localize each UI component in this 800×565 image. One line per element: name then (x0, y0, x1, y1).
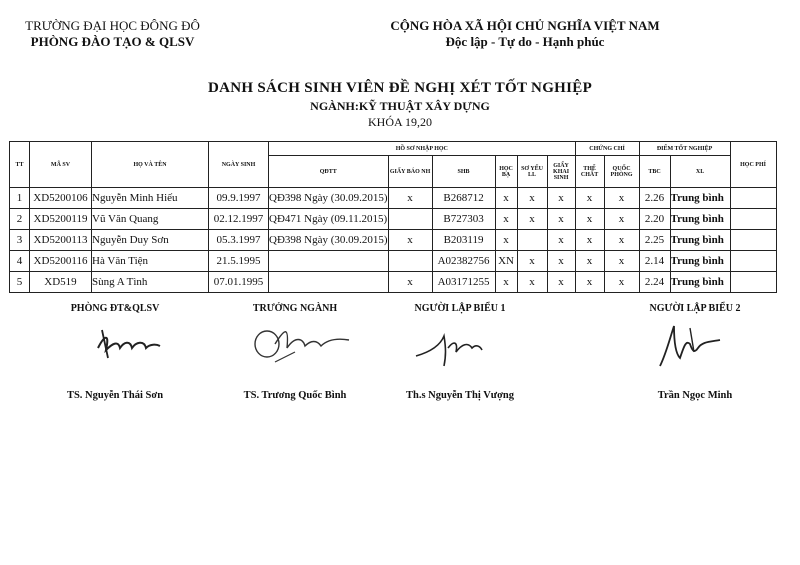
cell-masv: XD5200106 (30, 188, 92, 209)
col-ngaysinh: NGÀY SINH (209, 142, 269, 188)
signature-2 (245, 318, 355, 368)
col-masv: MÃ SV (30, 142, 92, 188)
cell-quocphong: x (604, 251, 639, 272)
col-quocphong: QUỐC PHÒNG (604, 156, 639, 188)
national-header (350, 18, 700, 50)
signer-name-2: TS. Trương Quốc Bình (243, 390, 347, 401)
cell-qdtt: QĐ398 Ngày (30.09.2015) (269, 230, 389, 251)
col-giaykhaisinh: GIẤY KHAI SINH (547, 156, 575, 188)
group-chungchi: CHỨNG CHỈ (575, 142, 639, 156)
col-hocphi: HỌC PHÍ (730, 142, 776, 188)
col-giaybao: GIẤY BÁO NH (388, 156, 432, 188)
major-line: NGÀNH:KỸ THUẬT XÂY DỰNG (310, 99, 490, 113)
cell-xl: Trung bình (670, 188, 730, 209)
cell-giaybao: x (388, 230, 432, 251)
signature-4 (650, 318, 730, 373)
table-row (10, 209, 777, 230)
cell-shb: A03171255 (432, 272, 495, 293)
signer-role-1: PHÒNG ĐT&QLSV (70, 303, 160, 314)
col-hocba: HỌC BẠ (495, 156, 517, 188)
cell-thechat: x (575, 230, 604, 251)
cell-tbc: 2.26 (639, 188, 670, 209)
cell-soyeu: x (517, 251, 547, 272)
cell-qdtt (269, 251, 389, 272)
cell-masv: XD5200119 (30, 209, 92, 230)
cell-tbc: 2.14 (639, 251, 670, 272)
cell-hoten: Hà Văn Tiện (92, 251, 209, 272)
col-soyeu: SƠ YẾU LL (517, 156, 547, 188)
cell-quocphong: x (604, 272, 639, 293)
cell-masv: XD5200113 (30, 230, 92, 251)
col-qdtt: QĐTT (269, 156, 389, 188)
cell-tbc: 2.25 (639, 230, 670, 251)
department-name: PHÒNG ĐÀO TẠO & QLSV (30, 34, 195, 49)
cell-hocphi (730, 251, 776, 272)
cell-masv: XD519 (30, 272, 92, 293)
cell-qdtt: QĐ398 Ngày (30.09.2015) (269, 188, 389, 209)
cell-hoten: Nguyễn Duy Sơn (92, 230, 209, 251)
cell-tt: 3 (10, 230, 30, 251)
cell-ngaysinh: 05.3.1997 (209, 230, 269, 251)
cell-soyeu: x (517, 188, 547, 209)
signer-name-4: Trần Ngọc Minh (657, 390, 733, 401)
cell-ngaysinh: 07.01.1995 (209, 272, 269, 293)
cell-ngaysinh: 21.5.1995 (209, 251, 269, 272)
cell-hoten: Vũ Văn Quang (92, 209, 209, 230)
cell-shb: B203119 (432, 230, 495, 251)
cell-thechat: x (575, 272, 604, 293)
col-tt: TT (10, 142, 30, 188)
cell-gks: x (547, 209, 575, 230)
university-name: TRƯỜNG ĐẠI HỌC ĐÔNG ĐÔ (25, 18, 200, 33)
table-row (10, 230, 777, 251)
cell-tt: 5 (10, 272, 30, 293)
cell-xl: Trung bình (670, 251, 730, 272)
cell-hocba: x (495, 188, 517, 209)
cell-tt: 1 (10, 188, 30, 209)
table-row (10, 251, 777, 272)
cell-shb: B268712 (432, 188, 495, 209)
cell-quocphong: x (604, 230, 639, 251)
group-hoso: HỒ SƠ NHẬP HỌC (269, 142, 576, 156)
cell-soyeu: x (517, 209, 547, 230)
table-row (10, 272, 777, 293)
cell-hocphi (730, 272, 776, 293)
cell-quocphong: x (604, 209, 639, 230)
col-shb: SHB (432, 156, 495, 188)
signer-role-4: NGƯỜI LẬP BIỂU 2 (649, 303, 741, 314)
signer-role-3: NGƯỜI LẬP BIỂU 1 (414, 303, 506, 314)
cell-giaybao (388, 209, 432, 230)
cell-soyeu (517, 230, 547, 251)
national-title: CỘNG HÒA XÃ HỘI CHỦ NGHĨA VIỆT NAM (390, 18, 660, 33)
cell-tbc: 2.20 (639, 209, 670, 230)
student-list-table (9, 141, 777, 293)
cell-shb: A02382756 (432, 251, 495, 272)
cell-xl: Trung bình (670, 272, 730, 293)
cell-hoten: Sùng A Tình (92, 272, 209, 293)
cell-gks: x (547, 272, 575, 293)
cell-gks: x (547, 230, 575, 251)
col-xl: XL (670, 156, 730, 188)
cell-giaybao (388, 251, 432, 272)
signer-name-1: TS. Nguyễn Thái Sơn (66, 390, 164, 401)
cell-giaybao: x (388, 188, 432, 209)
cell-xl: Trung bình (670, 209, 730, 230)
national-motto: Độc lập - Tự do - Hạnh phúc (445, 34, 605, 49)
cell-thechat: x (575, 251, 604, 272)
cell-thechat: x (575, 188, 604, 209)
cell-hocba: x (495, 209, 517, 230)
cell-hocphi (730, 230, 776, 251)
cell-soyeu: x (517, 272, 547, 293)
signature-3 (410, 318, 500, 373)
cell-giaybao: x (388, 272, 432, 293)
cohort-line: KHÓA 19,20 (367, 115, 432, 129)
document-title: DANH SÁCH SINH VIÊN ĐỀ NGHỊ XÉT TỐT NGHIỆP (207, 80, 593, 96)
cell-xl: Trung bình (670, 230, 730, 251)
cell-qdtt (269, 272, 389, 293)
group-diem: ĐIỂM TỐT NGHIỆP (639, 142, 730, 156)
cell-ngaysinh: 02.12.1997 (209, 209, 269, 230)
cell-tbc: 2.24 (639, 272, 670, 293)
cell-qdtt: QĐ471 Ngày (09.11.2015) (269, 209, 389, 230)
cell-hocba: XN (495, 251, 517, 272)
cell-hoten: Nguyễn Minh Hiếu (92, 188, 209, 209)
cell-tt: 4 (10, 251, 30, 272)
cell-thechat: x (575, 209, 604, 230)
cell-shb: B727303 (432, 209, 495, 230)
cell-hocba: x (495, 272, 517, 293)
signer-role-2: TRƯỞNG NGÀNH (252, 303, 338, 314)
signer-name-3: Th.s Nguyễn Thị Vượng (405, 390, 515, 401)
institution-header (0, 18, 225, 50)
cell-quocphong: x (604, 188, 639, 209)
cell-gks: x (547, 251, 575, 272)
cell-hocphi (730, 209, 776, 230)
cell-gks: x (547, 188, 575, 209)
col-thechat: THỂ CHẤT (575, 156, 604, 188)
cell-hocphi (730, 188, 776, 209)
table-row (10, 188, 777, 209)
cell-tt: 2 (10, 209, 30, 230)
cell-ngaysinh: 09.9.1997 (209, 188, 269, 209)
col-tbc: TBC (639, 156, 670, 188)
col-hoten: HỌ VÀ TÊN (92, 142, 209, 188)
cell-hocba: x (495, 230, 517, 251)
cell-masv: XD5200116 (30, 251, 92, 272)
signature-1 (90, 318, 170, 368)
